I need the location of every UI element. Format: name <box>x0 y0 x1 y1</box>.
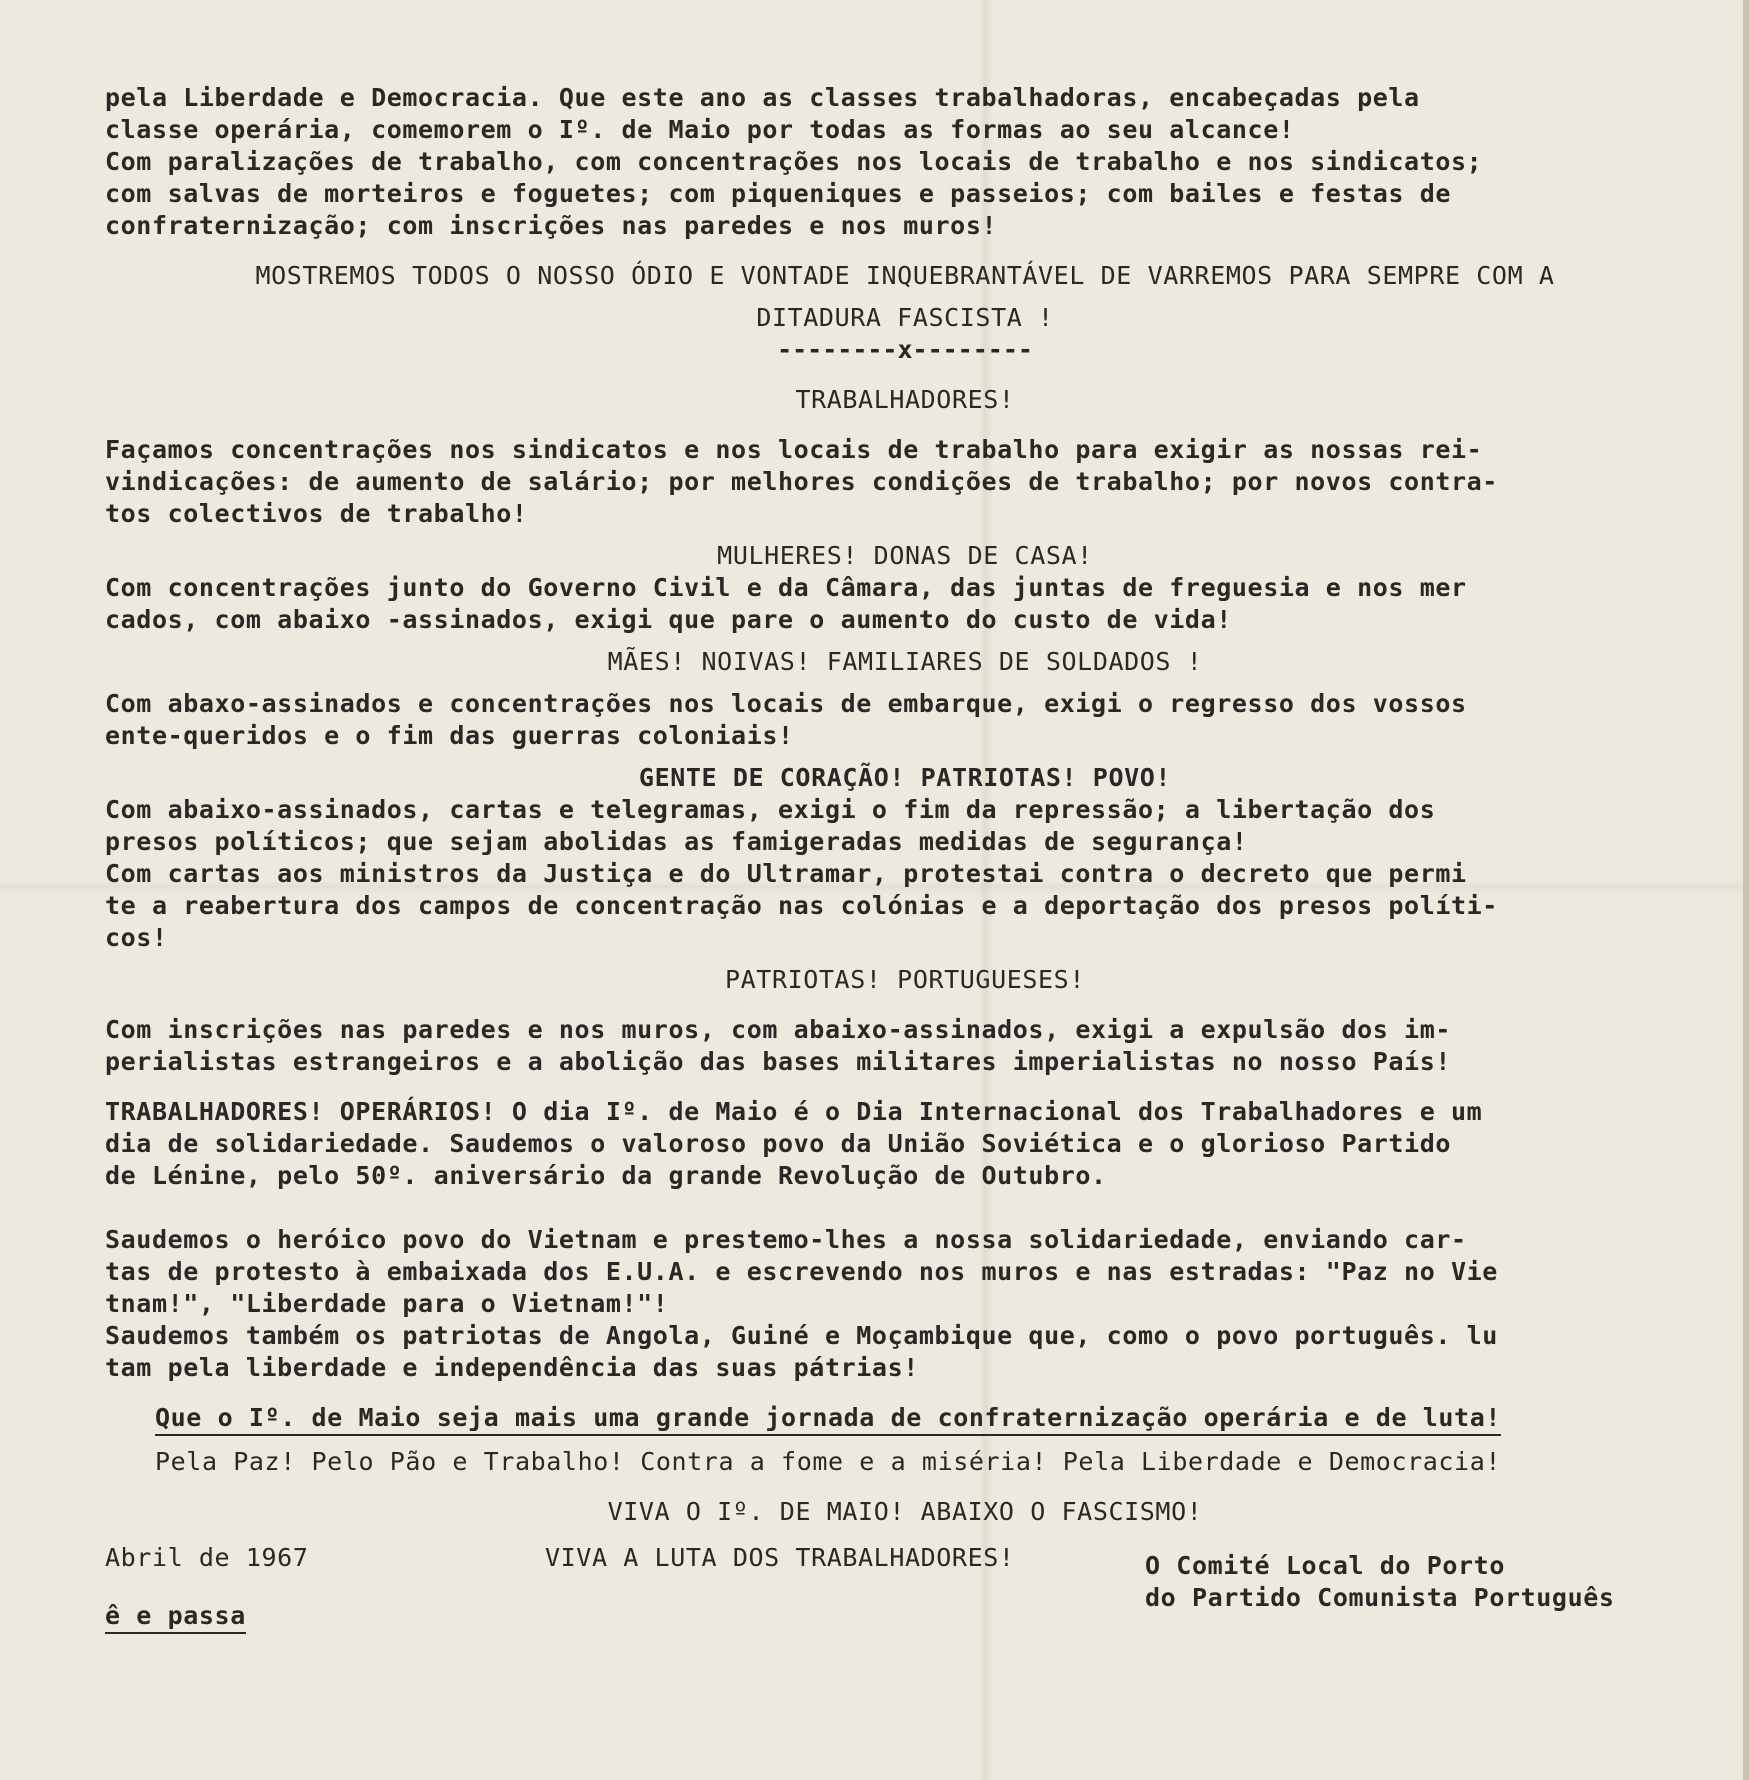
section-women <box>105 540 1705 636</box>
text-line: tam pela liberdade e independência das suas pátrias! <box>105 1353 919 1382</box>
text-line: dia de solidariedade. Saudemos o valoroso povo da União Soviética e o glorioso Partido <box>105 1129 1452 1158</box>
closing-slogan: Pela Paz! Pelo Pão e Trabalho! Contra a fome e a miséria! Pela Liberdade e Democracia! <box>155 1447 1502 1476</box>
workers-paragraph <box>105 1096 1705 1192</box>
signoff <box>105 1542 1705 1652</box>
footer-note: ê e passa <box>105 1600 246 1634</box>
signature <box>1145 1550 1615 1614</box>
text-line: TRABALHADORES! OPERÁRIOS! O dia Iº. de Maio é o Dia Internacional dos Trabalhadores e um <box>105 1097 1483 1126</box>
text-line: de Lénine, pelo 50º. aniversário da grande Revolução de Outubro. <box>105 1161 1107 1190</box>
section-heading: TRABALHADORES! <box>795 385 1015 414</box>
text-line: tos colectivos de trabalho! <box>105 499 528 528</box>
section-mothers <box>105 646 1705 752</box>
text-line: tas de protesto à embaixada dos E.U.A. e escrevendo nos muros e nas estradas: "Paz no Vie <box>105 1257 1498 1286</box>
leaflet-text <box>105 82 1705 1652</box>
separator: --------x-------- <box>777 335 1033 364</box>
date: Abril de 1967 <box>105 1543 309 1572</box>
text-line: cados, com abaixo -assinados, exigi que pare o aumento do custo de vida! <box>105 605 1232 634</box>
text-line: Com abaxo-assinados e concentrações nos locais de embarque, exigi o regresso dos vossos <box>105 689 1467 718</box>
text-line: Saudemos também os patriotas de Angola, Guiné e Moçambique que, como o povo português. lu <box>105 1321 1498 1350</box>
text-line: ente-queridos e o fim das guerras coloniais! <box>105 721 794 750</box>
signature-line: do Partido Comunista Português <box>1145 1583 1615 1612</box>
closing-underlined-line <box>105 1402 1705 1436</box>
text-line: vindicações: de aumento de salário; por melhores condições de trabalho; por novos contra- <box>105 467 1498 496</box>
section-patriots <box>105 762 1705 954</box>
headline <box>105 260 1705 334</box>
text-line: confraternização; com inscrições nas paredes e nos muros! <box>105 211 998 240</box>
section-heading: GENTE DE CORAÇÃO! PATRIOTAS! POVO! <box>638 763 1172 792</box>
text-line: Com concentrações junto do Governo Civil e da Câmara, das juntas de freguesia e nos mer <box>105 573 1467 602</box>
text-line: com salvas de morteiros e foguetes; com piqueniques e passeios; com bailes e festas de <box>105 179 1452 208</box>
text-line: Com inscrições nas paredes e nos muros, com abaixo-assinados, exigi a expulsão dos im- <box>105 1015 1452 1044</box>
section-workers <box>105 384 1705 530</box>
section-portuguese <box>105 964 1705 1078</box>
paper-edge <box>1743 0 1749 1780</box>
closing-underlined-text: Que o Iº. de Maio seja mais uma grande jornada de confraternização operária e de luta! <box>155 1402 1501 1436</box>
text-line: Com paralizações de trabalho, com concentrações nos locais de trabalho e nos sindicatos; <box>105 147 1483 176</box>
text-line: classe operária, comemorem o Iº. de Maio por todas as formas ao seu alcance! <box>105 115 1295 144</box>
headline-line: MOSTREMOS TODOS O NOSSO ÓDIO E VONTADE INQUEBRANTÁVEL DE VARREMOS PARA SEMPRE COM A <box>255 261 1555 290</box>
section-heading: MULHERES! DONAS DE CASA! <box>717 541 1093 570</box>
viva-line-2: VIVA A LUTA DOS TRABALHADORES! <box>545 1543 1015 1572</box>
opening-paragraph <box>105 82 1705 242</box>
text-line: pela Liberdade e Democracia. Que este ano as classes trabalhadoras, encabeçadas pela <box>105 83 1420 112</box>
headline-line: DITADURA FASCISTA ! <box>756 303 1054 332</box>
text-line: te a reabertura dos campos de concentração nas colónias e a deportação dos presos políti- <box>105 891 1498 920</box>
text-line: Saudemos o heróico povo do Vietnam e prestemo-lhes a nossa solidariedade, enviando car- <box>105 1225 1467 1254</box>
text-line: Com cartas aos ministros da Justiça e do Ultramar, protestai contra o decreto que permi <box>105 859 1467 888</box>
signature-line: O Comité Local do Porto <box>1145 1551 1505 1580</box>
vietnam-paragraph <box>105 1224 1705 1384</box>
text-line: Com abaixo-assinados, cartas e telegramas, exigi o fim da repressão; a libertação dos <box>105 795 1436 824</box>
text-line: tnam!", "Liberdade para o Vietnam!"! <box>105 1289 669 1318</box>
text-line: cos! <box>105 923 168 952</box>
section-heading: MÃES! NOIVAS! FAMILIARES DE SOLDADOS ! <box>607 647 1203 676</box>
text-line: presos políticos; que sejam abolidas as famigeradas medidas de segurança! <box>105 827 1248 856</box>
section-heading: PATRIOTAS! PORTUGUESES! <box>725 965 1085 994</box>
viva-line: VIVA O Iº. DE MAIO! ABAIXO O FASCISMO! <box>607 1497 1203 1526</box>
closing <box>105 1402 1705 1528</box>
text-line: Façamos concentrações nos sindicatos e nos locais de trabalho para exigir as nossas rei- <box>105 435 1483 464</box>
text-line: perialistas estrangeiros e a abolição das bases militares imperialistas no nosso País! <box>105 1047 1452 1076</box>
